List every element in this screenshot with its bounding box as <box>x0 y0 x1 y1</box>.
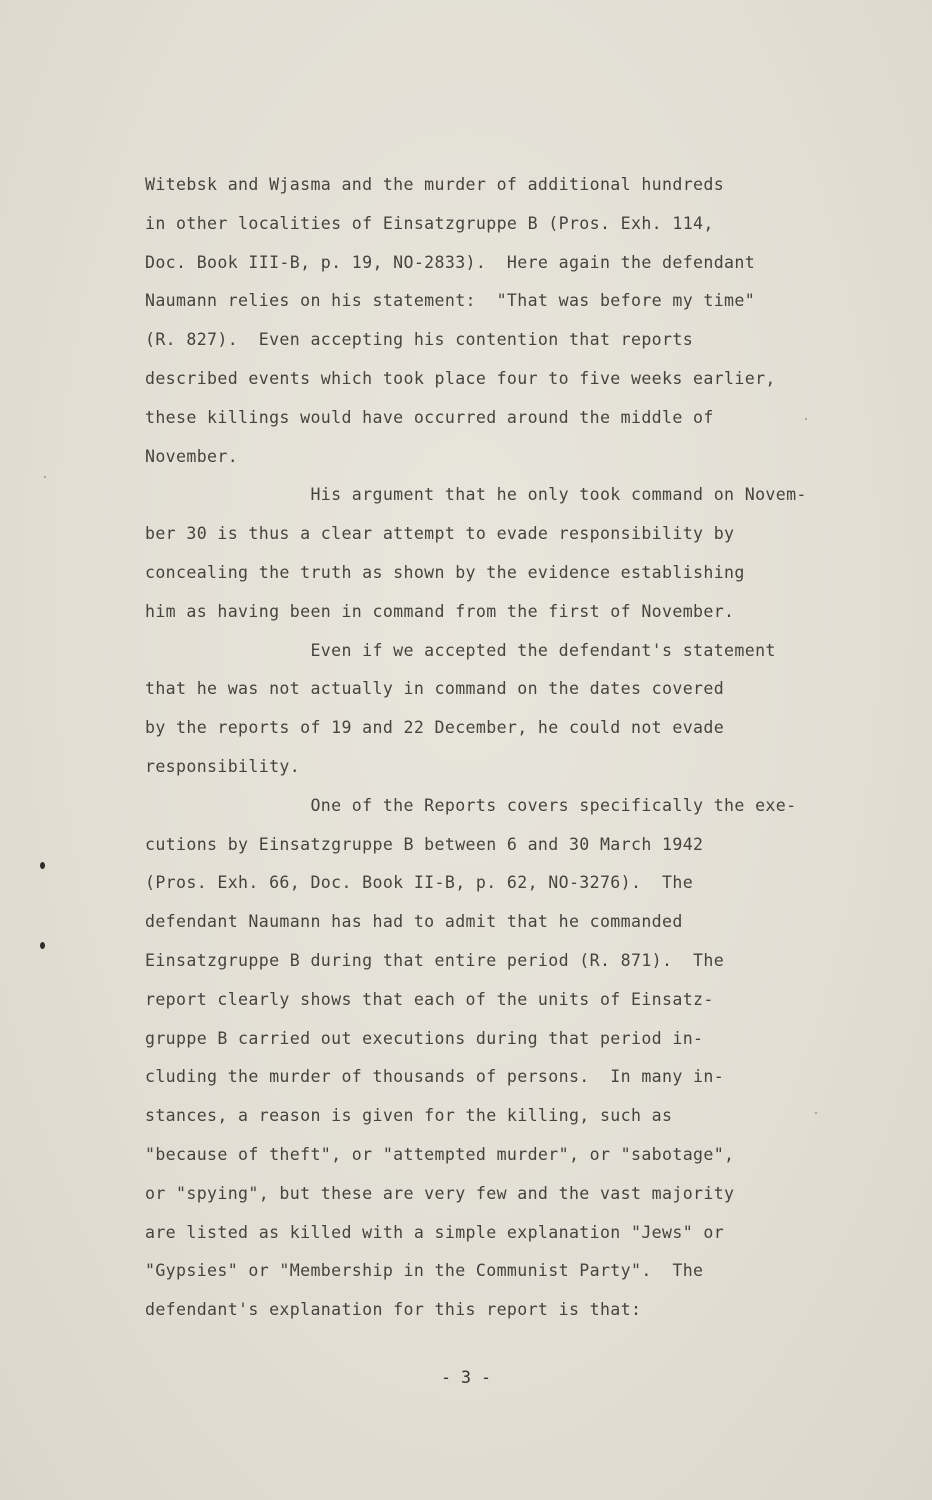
text-line: by the reports of 19 and 22 December, he could not evade <box>145 718 725 738</box>
text-line: (R. 827). Even accepting his contention that reports <box>145 330 694 350</box>
text-line: One of the Reports covers specifically the exe- <box>145 795 797 815</box>
text-line: "because of theft", or "attempted murder", or "sabotage", <box>145 1144 735 1164</box>
text-line: responsibility. <box>145 756 301 776</box>
body-text <box>145 170 845 1334</box>
text-line: cluding the murder of thousands of persons. In many in- <box>145 1067 725 1087</box>
text-line: that he was not actually in command on the dates covered <box>145 679 725 699</box>
text-line: Naumann relies on his statement: "That was before my time" <box>145 291 756 311</box>
margin-mark <box>40 862 45 869</box>
text-line: him as having been in command from the first of November. <box>145 601 735 621</box>
text-line: in other localities of Einsatzgruppe B (Pros. Exh. 114, <box>145 213 714 233</box>
text-line: defendant Naumann has had to admit that he commanded <box>145 912 683 932</box>
paper-speck <box>44 476 46 478</box>
text-line: Witebsk and Wjasma and the murder of additional hundreds <box>145 175 725 194</box>
text-line: cutions by Einsatzgruppe B between 6 and 30 March 1942 <box>145 834 704 854</box>
text-line: gruppe B carried out executions during that period in- <box>145 1028 704 1048</box>
text-line: "Gypsies" or "Membership in the Communist Party". The <box>145 1261 704 1281</box>
page-number: - 3 - <box>441 1368 491 1387</box>
text-line: report clearly shows that each of the units of Einsatz- <box>145 989 714 1009</box>
text-line: defendant's explanation for this report is that: <box>145 1300 642 1320</box>
text-line: His argument that he only took command on Novem- <box>145 485 807 505</box>
text-line: (Pros. Exh. 66, Doc. Book II-B, p. 62, NO-3276). The <box>145 873 694 893</box>
text-line: Doc. Book III-B, p. 19, NO-2833). Here again the defendant <box>145 252 756 272</box>
text-line: stances, a reason is given for the killing, such as <box>145 1106 673 1126</box>
margin-mark <box>40 942 45 949</box>
text-line: ber 30 is thus a clear attempt to evade responsibility by <box>145 524 735 544</box>
text-line: described events which took place four to five weeks earlier, <box>145 368 776 388</box>
text-line: Even if we accepted the defendant's statement <box>145 640 776 660</box>
text-line: concealing the truth as shown by the evidence establishing <box>145 562 745 582</box>
text-line: Einsatzgruppe B during that entire period (R. 871). The <box>145 950 725 970</box>
text-line: or "spying", but these are very few and the vast majority <box>145 1183 735 1203</box>
text-line: are listed as killed with a simple explanation "Jews" or <box>145 1222 725 1242</box>
text-line: November. <box>145 446 239 466</box>
text-line: these killings would have occurred around the middle of <box>145 407 714 427</box>
